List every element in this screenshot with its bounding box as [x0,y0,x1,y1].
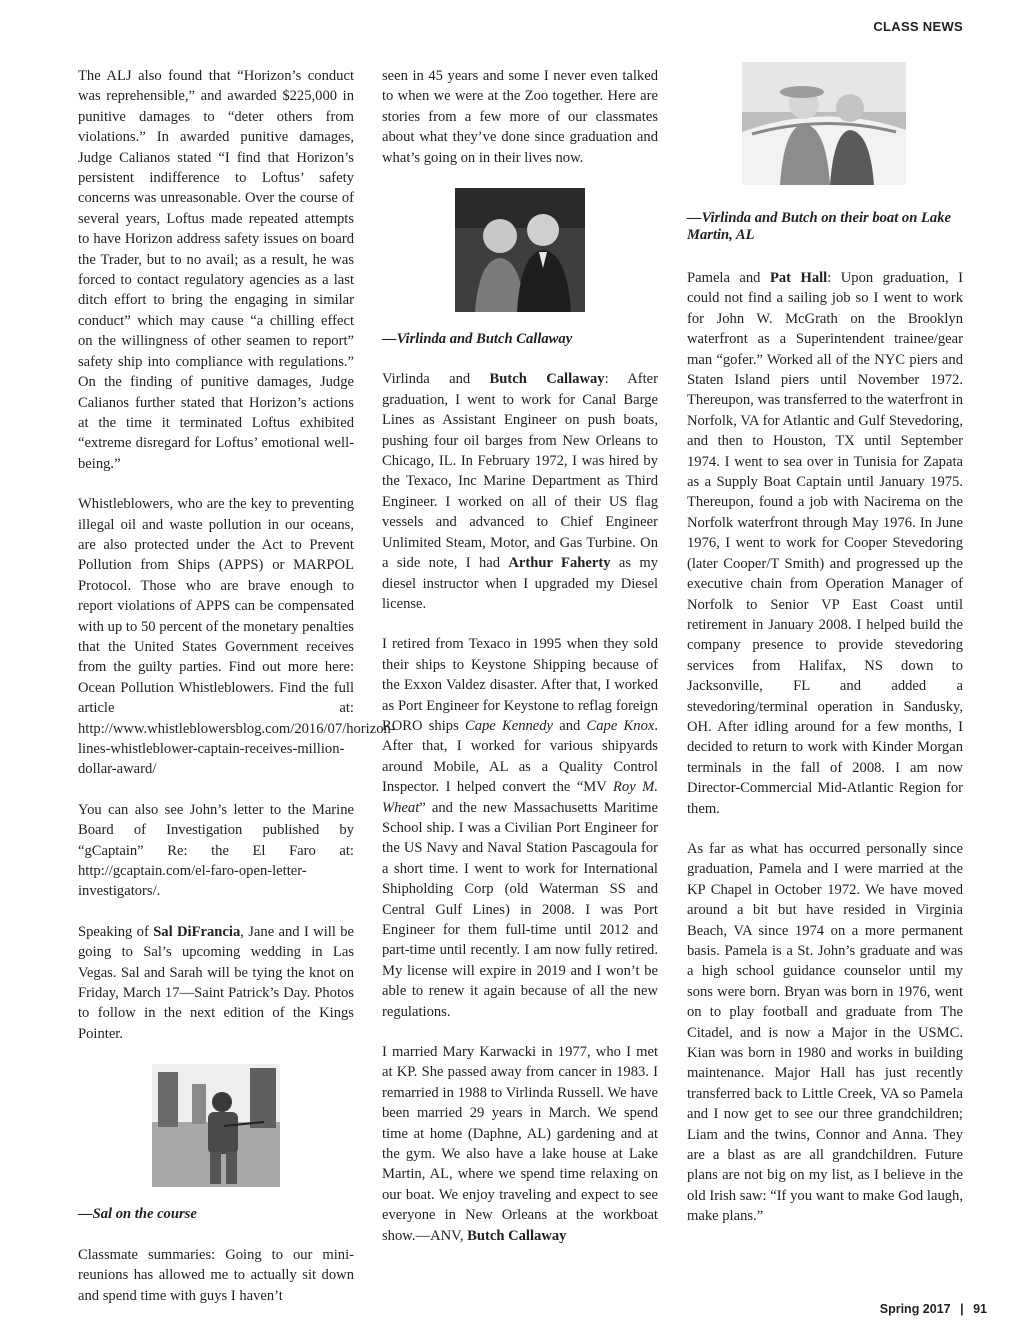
classmate-name: Sal DiFrancia [153,923,241,940]
text: : After graduation, I went to work for Canal Barge Lines as Assistant Engineer on push boats, pushing four oil barges from New Orleans to Chicago, IL. In February 1972, I was hired by the Texaco, Inc Marine Department as Third Engineer. I worked on all of their US flag vessels and advanced to Chief Engineer Unlimited Steam, Motor, and Gas Turbine. On a side note, I had [382,371,658,572]
paragraph [382,369,658,614]
text: and [553,717,587,734]
paragraph: seen in 45 years and some I never even talked to when we were at the Zoo together. Here are stories from a few more of our classmates about what they’ve done since graduation and what’s going on in their lives now. [382,68,658,166]
footer-separator: | [960,1302,964,1316]
text: Speaking of [78,923,154,940]
classmate-name: Pat Hall [769,270,828,286]
paragraph: As far as what has occurred personally since graduation, Pamela and I were married at the KP Chapel in October 1972. We have moved around a bit but have resided in Virginia Beach, VA since 1974 on a more permanent basis. Pamela is a St. John’s graduate and was a high school guidance counselor until my sons were born. Bryan was born in 1976, went on to play football and graduate from The Citadel, and is now a Major in the USMC. Kian was born in 1980 and works in building maintenance. Major Hall has just recently transferred back to Little Creek, VA so Pamela and I now get to see our three grandchildren; Liam and the twins, Connor and Anna. They are a blast as are all grandchildren. Future plans are not big on my list, as I believe in the old Irish saw: “If you want to make God laugh, make plans.” [687,840,963,1225]
ship-name: Cape Kennedy [464,717,554,734]
classmate-name: Arthur Faherty [508,555,611,572]
text: , Jane and I will be going to Sal’s upcoming wedding in Las Vegas. Sal and Sarah will be tying the knot on Friday, March 17—Saint Patrick’s Day. Photos to follow in the next edition of the Kings Pointer. [78,923,354,1042]
text: Virlinda and [382,371,490,388]
column-2 [382,66,658,1266]
section-label: CLASS NEWS [873,19,963,34]
issue-label: Spring 2017 [879,1302,951,1316]
photo-sal-golf [152,1064,280,1187]
text: I retired from Texaco in 1995 when they sold their ships to Keystone Shipping because of the Exxon Valdez disaster. After that, I worked as Port Engineer for Keystone to reflag foreign RORO ships [382,636,658,734]
text: as my diesel instructor when I upgraded my Diesel license. [382,555,658,612]
classmate-name: Butch Callaway [467,1227,567,1244]
column-3 [687,268,963,1247]
paragraph: Whistleblowers, who are the key to preventing illegal oil and waste pollution in our oceans, are also protected under the Act to Prevent Pollution from Ships (APPS) or MARPOL Protocol. Those who are brave enough to report violations of APPS can be compensated with up to 50 percent of the monetary penalties that the United States Government receives from the guilty parties. Find out more here: Ocean Pollution Whistleblowers. Find the full article at: http://www.whistleblowersblog.com/2016/07/horizon-lines-whistleblower-captain-receives-million-dollar-award/ [78,496,396,778]
text: : Upon graduation, I could not find a sailing job so I went to work for John W. McGrath on the Brooklyn waterfront as a Superintendent trainee/gear man “gofer.” Worked all of the NYC piers and Staten Island piers until November 1972. Thereupon, was transferred to the waterfront in Norfolk, VA for Atlantic and Gulf Stevedoring, and then to Houston, TX until September 1974. I went to sea over in Tunisia for Zapata as a Supply Boat Captain until January 1975. Thereupon, found a job with Nacirema on the Norfolk waterfront through May 1976. In June 1976, I went to work for Cooper Stevedoring (later Cooper/T Smith) and progressed up the executive chain from Operation Manager of Norfolk to Senior VP East Coast until retirement in January 2008. I helped build the company presence to provide stevedoring services from Halifax, NS down to Jacksonville, FL and added a stevedoring/terminal operation in Sandusky, OH. After idling around for a few months, I decided to return to work with Kinder Morgan terminals in the fall of 2008. I am now Director-Commercial Mid-Atlantic Region for them. [687,270,963,817]
paragraph: Classmate summaries: Going to our mini-reunions has allowed me to actually sit down and spend time with guys I haven’t [78,1246,354,1304]
photo-caption: —Sal on the course [78,1206,197,1223]
paragraph [687,268,963,819]
text: I married Mary Karwacki in 1977, who I met at KP. She passed away from cancer in 1983. I remarried in 1988 to Virlinda Russell. We have been married 29 years in March. We spend time at home (Daphne, AL) gardening and at the gym. We also have a lake house at Lake Martin, AL, where we spend time relaxing on our boat. We enjoy traveling and expect to see everyone in New Orleans at the workboat show.—ANV, [382,1044,658,1244]
column-1 [78,66,396,1326]
paragraph [382,634,658,1022]
photo-caption: —Virlinda and Butch on their boat on Lake Martin, AL [687,210,951,243]
photo-boat-lake-martin [742,62,906,185]
page-number: 91 [973,1302,987,1316]
text: Pamela and [687,270,770,286]
text: . After that, I worked for various shipyards around Mobile, AL as a Quality Control Inspector. I helped convert the “MV [382,717,659,796]
paragraph: The ALJ also found that “Horizon’s conduct was reprehensible,” and awarded $225,000 in punitive damages to “deter others from violations.” In awarded punitive damages, Judge Calianos stated “I find that Horizon’s persistent indifference to Loftus’ safety concerns was unreasonable. Over the course of several years, Loftus made repeated attempts to have Horizon address safety issues on board the Trader, but to no avail; as a result, he was forced to contact regulatory agencies as a last ditch effort to bring the engaging in similar conduct” which may cause “a chilling effect on the willingness of other seamen to report” safety ship into compliance with regulations.” On the finding of punitive damages, Judge Calianos further stated that Horizon’s actions at the time it terminated Loftus exhibited “extreme disregard for Loftus’ emotional well-being.” [78,68,354,472]
text: ” and the new Massachusetts Maritime School ship. I was a Civilian Port Engineer for the US Navy and Naval Station Pascagoula for a short time. I went to work for International Shipholding Corp (old Waterman SS and Central Gulf Lines) in 2008. I was Port Engineer for them full-time until 2012 and part-time until recently. I am now fully retired. My license will expire in 2019 and I won’t be able to renew it again because of all the new regulations. [382,799,658,1020]
ship-name: Roy M. Wheat [382,779,658,816]
paragraph [382,1042,658,1246]
photo-virlinda-butch [455,188,585,312]
classmate-name: Butch Callaway [489,371,605,388]
paragraph: You can also see John’s letter to the Marine Board of Investigation published by “gCaptain” Re: the El Faro at: http://gcaptain.com/el-faro-open-letter-investigators/. [78,801,354,900]
photo-caption: —Virlinda and Butch Callaway [382,331,573,348]
page-footer [880,1302,987,1316]
ship-name: Cape Knox [586,717,655,734]
paragraph [78,922,354,1044]
